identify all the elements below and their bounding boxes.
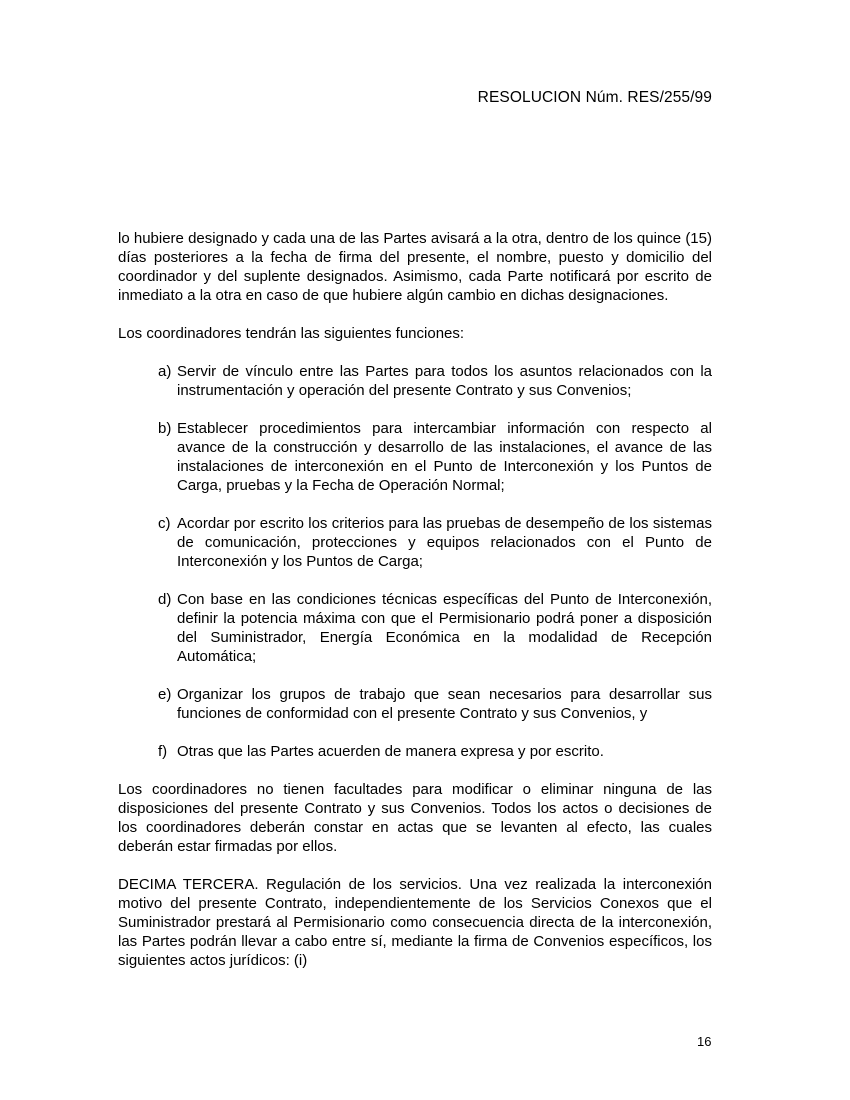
list-item-label: a) [158,363,172,380]
list-item-label: f) [158,743,168,760]
list-item [118,362,712,400]
list-item [118,685,712,723]
list-item-label: b) [158,420,172,437]
paragraph-functions-intro: Los coordinadores tendrán las siguientes funciones: [118,325,465,342]
list-item [118,419,712,495]
document-header: RESOLUCION Núm. RES/255/99 [477,89,712,106]
list-item-label: e) [158,686,172,703]
list-item-text: Servir de vínculo entre las Partes para todos los asuntos relacionados con la instrumentación y operación del presente Contrato y sus Convenios; [177,363,712,399]
paragraph-coordinator-designation: lo hubiere designado y cada una de las Partes avisará a la otra, dentro de los quince (15) días posteriores a la fecha de firma del presente, el nombre, puesto y domicilio del coordinador y del suplente designados. Asimismo, cada Parte notificará por escrito de inmediato a la otra en caso de que hubiere algún cambio en dichas designaciones. [118,230,712,304]
list-item-text: Con base en las condiciones técnicas específicas del Punto de Interconexión, definir la potencia máxima con que el Permisionario podrá poner a disposición del Suministrador, Energía Económica en la modalidad de Recepción Automática; [177,591,712,665]
list-item-text: Acordar por escrito los criterios para las pruebas de desempeño de los sistemas de comunicación, protecciones y equipos relacionados con el Punto de Interconexión y los Puntos de Carga; [177,515,712,570]
list-item [118,514,712,571]
list-item-label: d) [158,591,172,608]
list-item-label: c) [158,515,171,532]
document-body [118,229,712,970]
list-item [118,590,712,666]
functions-list [118,362,712,761]
page-number: 16 [697,1034,712,1049]
list-item-text: Otras que las Partes acuerden de manera expresa y por escrito. [177,743,604,760]
paragraph-coordinator-limits: Los coordinadores no tienen facultades para modificar o eliminar ninguna de las disposiciones del presente Contrato y sus Convenios. Todos los actos o decisiones de los coordinadores deberán constar en actas que se levanten al efecto, las cuales deberán estar firmadas por ellos. [118,781,712,855]
list-item [118,742,712,761]
list-item-text: Establecer procedimientos para intercambiar información con respecto al avance de la construcción y desarrollo de las instalaciones, el avance de las instalaciones de interconexión en el Punto de Interconexión y los Puntos de Carga, pruebas y la Fecha de Operación Normal; [177,420,712,494]
list-item-text: Organizar los grupos de trabajo que sean necesarios para desarrollar sus funciones de conformidad con el presente Contrato y sus Convenios, y [177,686,712,722]
paragraph-decima-tercera: DECIMA TERCERA. Regulación de los servicios. Una vez realizada la interconexión motivo del presente Contrato, independientemente de los Servicios Conexos que el Suministrador prestará al Permisionario como consecuencia directa de la interconexión, las Partes podrán llevar a cabo entre sí, mediante la firma de Convenios específicos, los siguientes actos jurídicos: (i) [118,876,712,969]
